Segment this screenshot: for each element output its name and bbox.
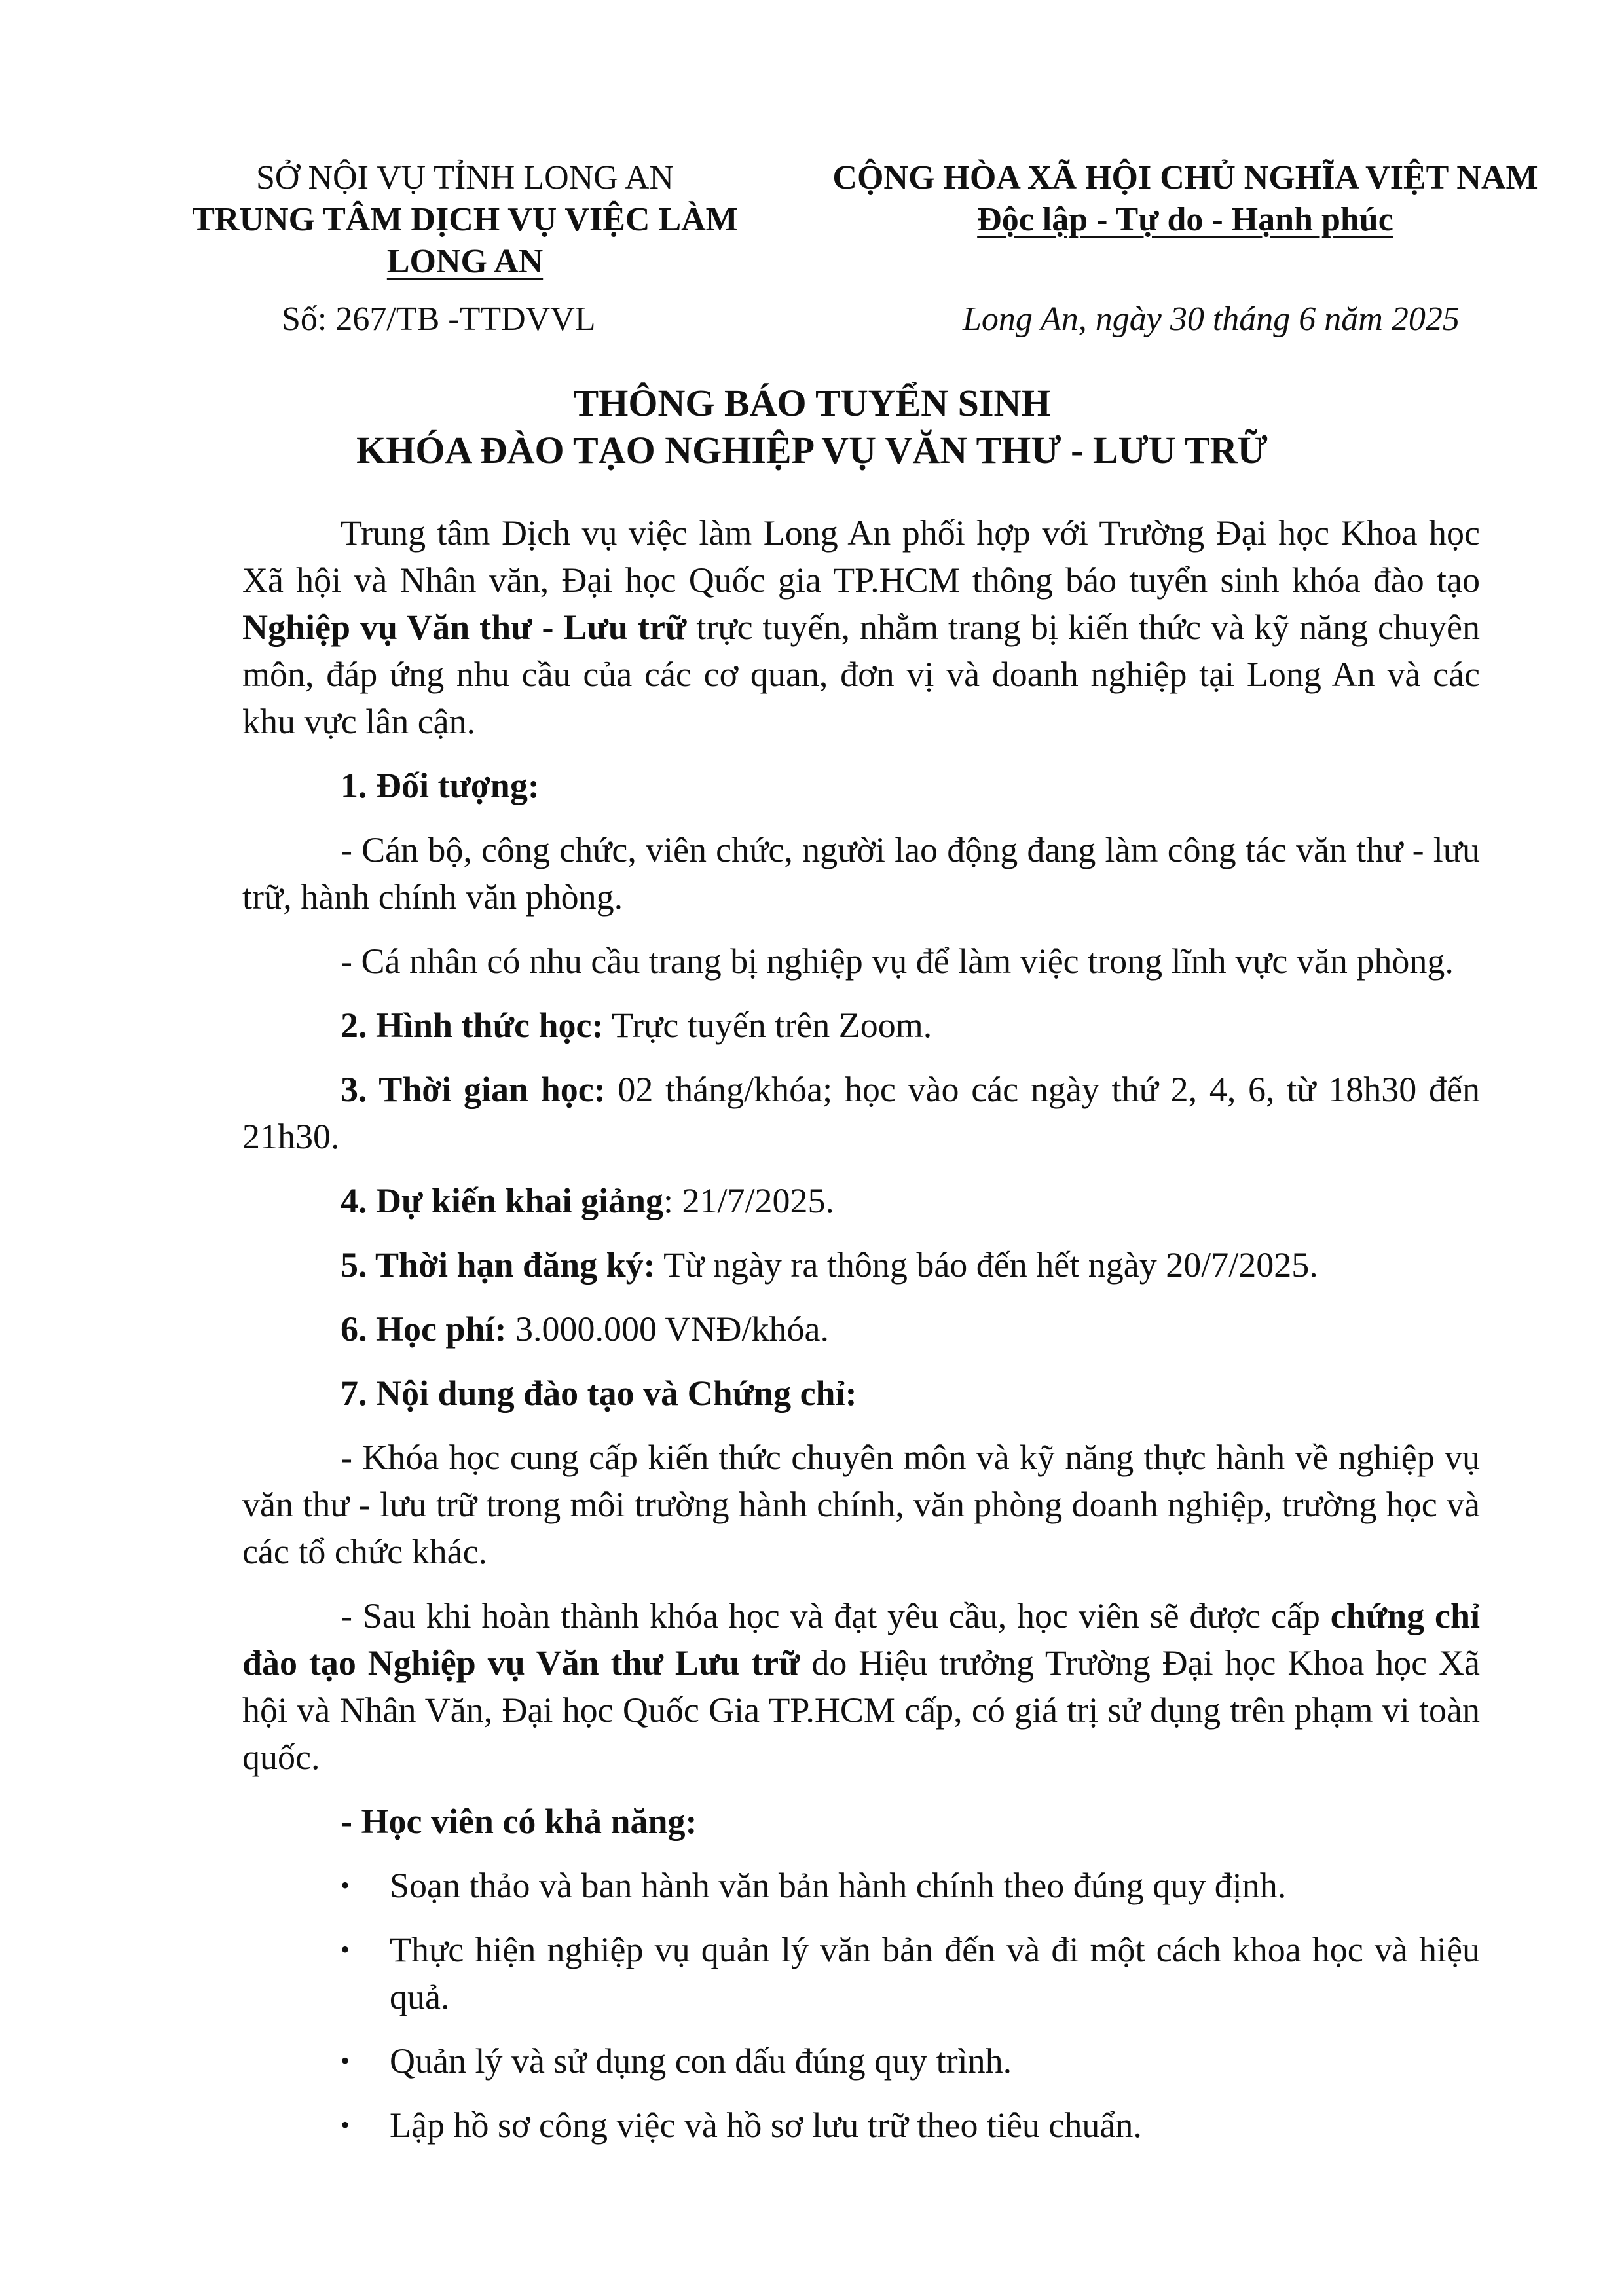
certificate-name: chứng chỉ đào tạo Nghiệp vụ Văn thư Lưu trữ (242, 1596, 1480, 1683)
intro-course-name: Nghiệp vụ Văn thư - Lưu trữ (242, 608, 687, 647)
section-6-value: 3.000.000 VNĐ/khóa. (506, 1309, 830, 1349)
abilities-heading: - Học viên có khả năng: (341, 1802, 697, 1841)
list-item (242, 1862, 1480, 1909)
section-3-value: 02 tháng/khóa; học vào các ngày thứ 2, 4, 6, từ 18h30 đến 21h30. (242, 1070, 1480, 1156)
bullet-icon: • (341, 2046, 350, 2075)
bullet-icon: • (341, 1935, 350, 1964)
document-title (144, 380, 1480, 474)
section-7-item-1: - Khóa học cung cấp kiến thức chuyên môn và kỹ năng thực hành về nghiệp vụ văn thư - lưu trữ trong môi trường hành chính, văn phòng doanh nghiệp, trường học và các tổ chức khác. (242, 1438, 1480, 1571)
ability-text: Lập hồ sơ công việc và hồ sơ lưu trữ theo tiêu chuẩn. (390, 2105, 1142, 2145)
section-2 (242, 1002, 1480, 1049)
section-3 (242, 1066, 1480, 1160)
section-4 (242, 1177, 1480, 1224)
intro-paragraph (242, 509, 1480, 745)
section-7-heading: 7. Nội dung đào tạo và Chứng chỉ: (341, 1374, 857, 1413)
section-1-heading: 1. Đối tượng: (341, 766, 540, 805)
section-4-label: 4. Dự kiến khai giảng (341, 1181, 664, 1220)
title-line-1: THÔNG BÁO TUYỂN SINH (573, 382, 1051, 424)
agency-name: TRUNG TÂM DỊCH VỤ VIỆC LÀM (192, 201, 738, 238)
intro-text-2: trực tuyến, nhằm trang bị kiến thức và kỹ năng chuyên môn, đáp ứng nhu cầu của các cơ quan, đơn vị và doanh nghiệp tại Long An và các khu vực lân cận. (242, 608, 1480, 741)
country-name: CỘNG HÒA XÃ HỘI CHỦ NGHĨA VIỆT NAM (832, 159, 1538, 196)
ability-text: Soạn thảo và ban hành văn bản hành chính theo đúng quy định. (390, 1866, 1287, 1905)
section-5-label: 5. Thời hạn đăng ký: (341, 1245, 655, 1285)
abilities-list (242, 1862, 1480, 2149)
motto: Độc lập - Tự do - Hạnh phúc (977, 201, 1393, 238)
ability-text: Quản lý và sử dụng con dấu đúng quy trình. (390, 2041, 1012, 2081)
list-item (242, 2102, 1480, 2149)
document-body (242, 509, 1480, 2166)
ability-text: Thực hiện nghiệp vụ quản lý văn bản đến và đi một cách khoa học và hiệu quả. (390, 1930, 1480, 2016)
bullet-icon: • (341, 1870, 350, 1900)
bullet-icon: • (341, 2110, 350, 2140)
document-date: Long An, ngày 30 tháng 6 năm 2025 (963, 301, 1460, 338)
section-7-item-2 (242, 1592, 1480, 1781)
agency-name-line2: LONG AN (386, 243, 544, 280)
title-line-2: KHÓA ĐÀO TẠO NGHIỆP VỤ VĂN THƯ - LƯU TRỮ (356, 429, 1268, 471)
section-3-label: 3. Thời gian học: (341, 1070, 606, 1109)
section-6-label: 6. Học phí: (341, 1309, 507, 1349)
list-item (242, 2037, 1480, 2085)
list-item (242, 1926, 1480, 2020)
section-4-value: : 21/7/2025. (663, 1181, 835, 1220)
agency-parent-name: SỞ NỘI VỤ TỈNH LONG AN (256, 159, 674, 196)
section-5 (242, 1241, 1480, 1288)
intro-text-1: Trung tâm Dịch vụ việc làm Long An phối hợp với Trường Đại học Khoa học Xã hội và Nhân văn, Đại học Quốc gia TP.HCM thông báo tuyển sinh khóa đào tạo (242, 513, 1480, 600)
section-2-label: 2. Hình thức học: (341, 1006, 604, 1045)
national-motto (819, 157, 1552, 241)
document-number: Số: 267/TB -TTDVVL (282, 301, 596, 338)
section-2-value: Trực tuyến trên Zoom. (603, 1006, 932, 1045)
section-5-value: Từ ngày ra thông báo đến hết ngày 20/7/2025. (655, 1245, 1318, 1285)
section-7-item-2-text-1: - Sau khi hoàn thành khóa học và đạt yêu cầu, học viên sẽ được cấp (341, 1596, 1331, 1635)
issuing-agency (144, 157, 786, 283)
section-1-item-2: - Cá nhân có nhu cầu trang bị nghiệp vụ để làm việc trong lĩnh vực văn phòng. (341, 941, 1454, 981)
section-1-item-1: - Cán bộ, công chức, viên chức, người lao động đang làm công tác văn thư - lưu trữ, hành chính văn phòng. (242, 830, 1480, 917)
section-7-item-2-text-2: do Hiệu trưởng Trường Đại học Khoa học Xã hội và Nhân Văn, Đại học Quốc Gia TP.HCM cấp, có giá trị sử dụng trên phạm vi toàn quốc. (242, 1643, 1480, 1777)
section-6 (242, 1305, 1480, 1353)
